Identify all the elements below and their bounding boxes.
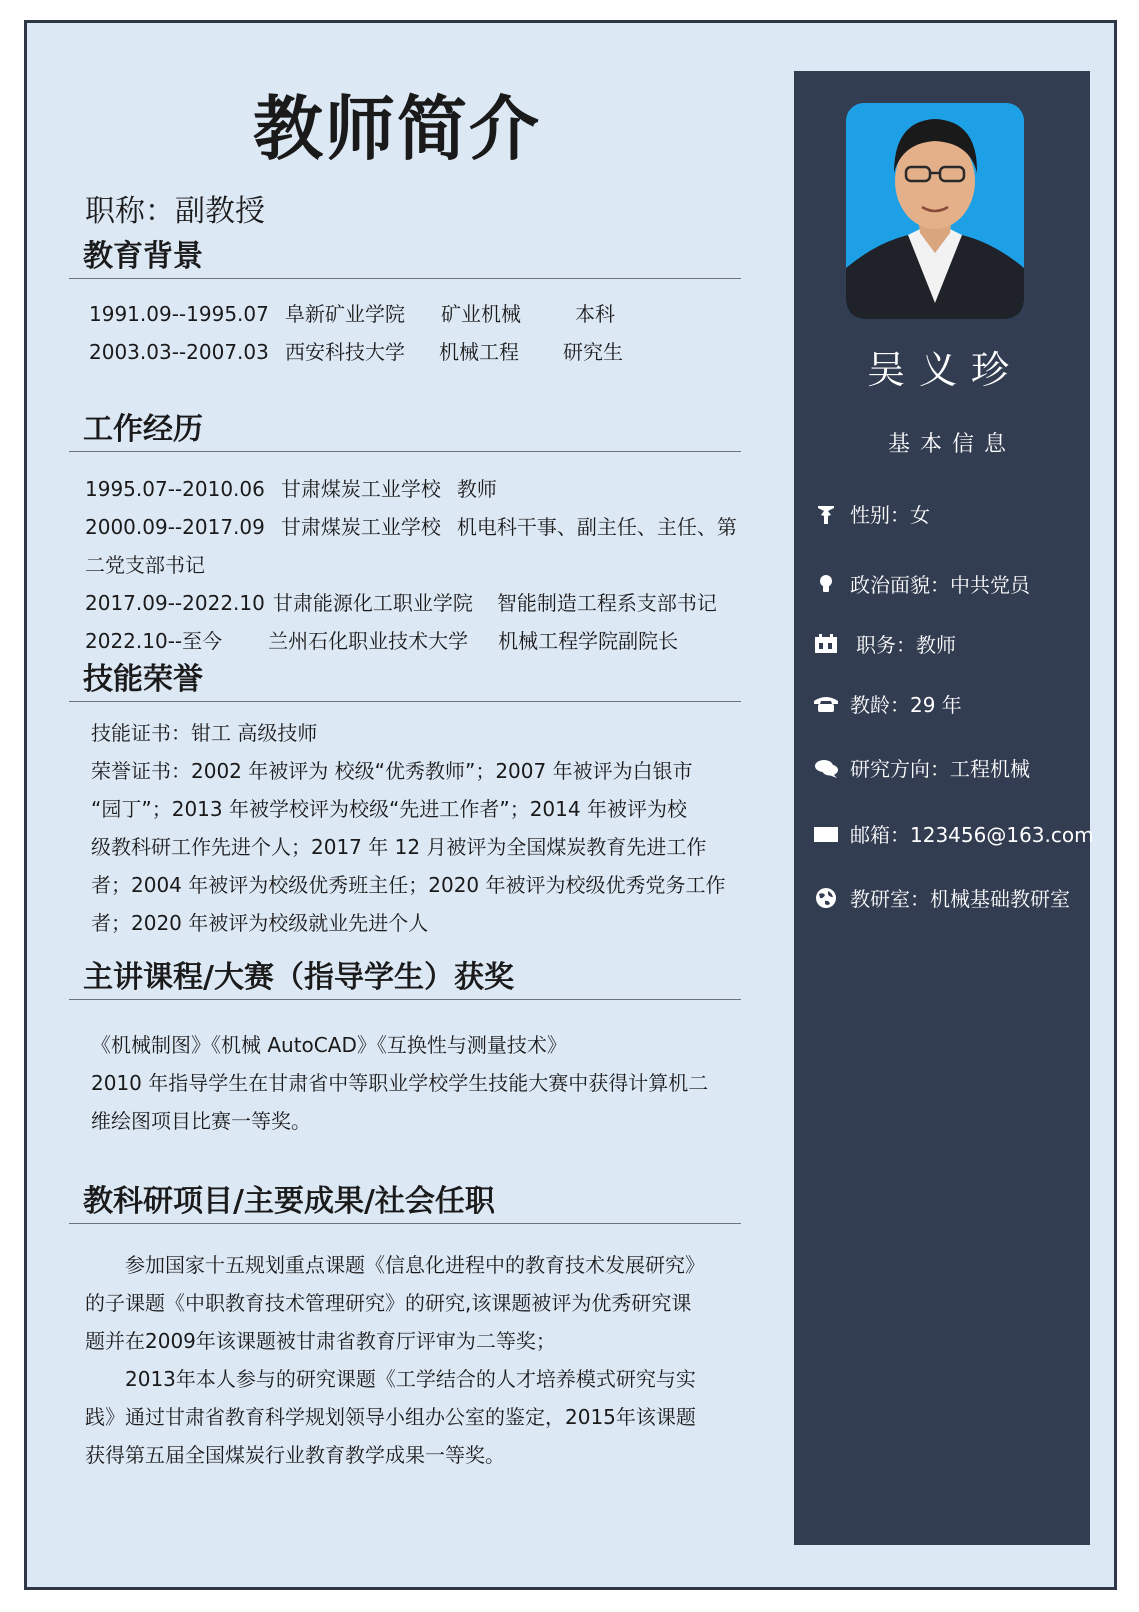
info-text: 性别：女 [850,503,930,527]
work-role-continued: 二党支部书记 [85,553,205,577]
education-row [89,295,741,333]
work-row [85,470,741,508]
honor-line: 者；2020 年被评为校级就业先进个人 [91,911,429,935]
research-paragraph: 参加国家十五规划重点课题《信息化进程中的教育技术发展研究》的子课题《中职教育技术管理研究》的研究,该课题被评为优秀研究课题并在2009年该课题被甘肃省教育厅评审为二等奖； [85,1253,705,1353]
research-heading: 教科研项目/主要成果/社会任职 [69,1183,741,1224]
research-section [69,1183,741,1474]
info-position [812,629,956,658]
education-major: 矿业机械 [441,302,521,326]
work-period: 1995.07--2010.06 [85,477,265,501]
info-text: 研究方向：工程机械 [850,757,1030,781]
person-icon [812,500,840,528]
info-text: 政治面貌：中共党员 [850,573,1030,597]
education-degree: 研究生 [563,340,623,364]
education-major: 机械工程 [439,340,519,364]
info-email [812,819,1094,848]
courses-section [69,959,741,1140]
courses-line: 维绘图项目比赛一等奖。 [91,1109,311,1133]
work-row-continued [85,546,741,584]
work-role: 机电科干事、副主任、主任、第 [456,515,737,539]
education-heading: 教育背景 [69,238,741,279]
info-office [812,883,1070,912]
info-teaching-years [812,689,962,718]
work-section [69,411,741,660]
work-period: 2022.10--至今 [85,629,223,653]
work-role: 智能制造工程系支部书记 [496,591,717,615]
education-period: 2003.03--2007.03 [89,340,269,364]
certificate-line: 技能证书：钳工 高级技师 [91,721,318,745]
chat-icon [812,754,840,782]
info-text: 职务：教师 [856,633,956,657]
sidebar [794,71,1094,1545]
portrait-photo [846,103,1024,319]
resume-frame [24,20,1117,1590]
research-paragraph: 2013年本人参与的研究课题《工学结合的人才培养模式研究与实践》通过甘肃省教育科学规划领导小组办公室的鉴定，2015年该课题获得第五届全国煤炭行业教育教学成果一等奖。 [85,1367,696,1467]
skills-heading: 技能荣誉 [69,661,741,702]
info-political [812,569,1030,598]
work-row [85,622,741,660]
education-degree: 本科 [575,302,615,326]
envelope-icon [812,820,840,848]
work-role: 机械工程学院副院长 [498,629,679,653]
work-period: 2017.09--2022.10 [85,591,265,615]
person-name: 吴义珍 [866,348,1023,392]
work-org: 甘肃煤炭工业学校 [280,477,441,501]
portrait-illustration [846,103,1024,319]
lightbulb-icon [812,570,840,598]
courses-line: 2010 年指导学生在甘肃省中等职业学校学生技能大赛中获得计算机二 [91,1071,709,1095]
education-school: 西安科技大学 [285,340,405,364]
skills-section [69,661,741,942]
honor-line: 级教科研工作先进个人；2017 年 12 月被评为全国煤炭教育先进工作 [91,835,707,859]
work-org: 兰州石化职业技术大学 [268,629,469,653]
info-text: 教龄：29 年 [850,693,962,717]
work-row [85,584,741,622]
education-school: 阜新矿业学院 [285,302,405,326]
info-research-direction [812,753,1030,782]
honor-line: 者；2004 年被评为校级优秀班主任；2020 年被评为校级优秀党务工作 [91,873,726,897]
basic-info-heading: 基本信息 [887,432,1016,457]
work-period: 2000.09--2017.09 [85,515,265,539]
work-heading: 工作经历 [69,411,741,452]
info-gender [812,499,930,528]
work-org: 甘肃能源化工职业学院 [272,591,473,615]
work-row [85,508,741,546]
work-org: 甘肃煤炭工业学校 [280,515,441,539]
education-period: 1991.09--1995.07 [89,302,269,326]
page-title: 教师简介 [253,88,541,170]
courses-heading: 主讲课程/大赛（指导学生）获奖 [69,959,741,1000]
phone-icon [812,690,840,718]
education-section [69,238,741,371]
calendar-icon [812,630,840,658]
honor-line: 荣誉证书：2002 年被评为 校级“优秀教师”；2007 年被评为白银市 [91,759,693,783]
education-row [89,333,741,371]
courses-line: 《机械制图》《机械 AutoCAD》《互换性与测量技术》 [91,1033,567,1057]
info-text: 教研室：机械基础教研室 [850,887,1070,911]
globe-icon [812,884,840,912]
info-text: 邮箱：123456@163.com [850,823,1094,847]
honor-line: “园丁”；2013 年被学校评为校级“先进工作者”；2014 年被评为校 [91,797,687,821]
job-title: 职称：副教授 [85,194,265,229]
work-role: 教师 [456,477,497,501]
